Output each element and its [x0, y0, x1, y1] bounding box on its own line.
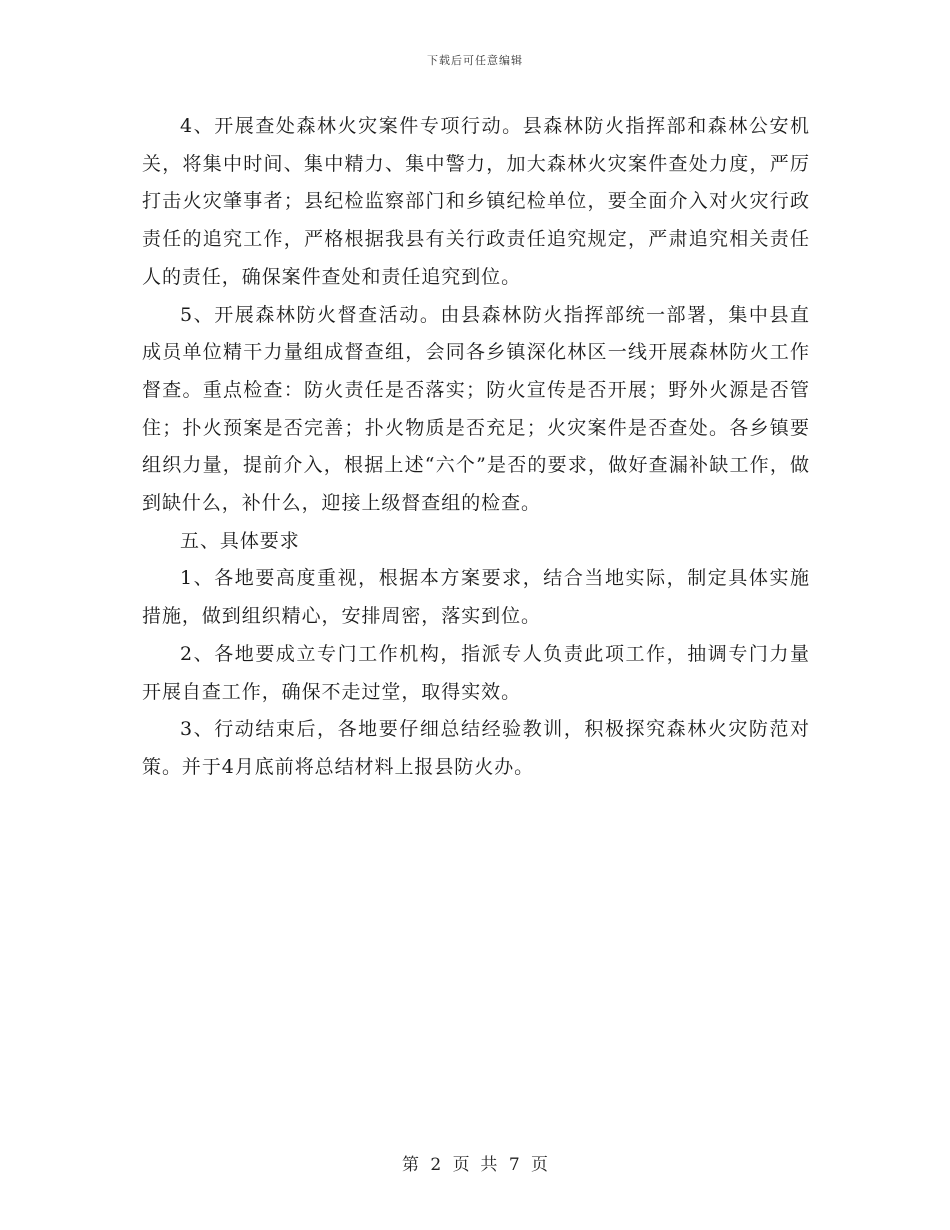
page-header [0, 53, 950, 69]
footer-suffix: 页 [531, 1155, 549, 1175]
current-page-number: 2 [430, 1155, 442, 1175]
footer-middle: 页 共 [452, 1155, 498, 1175]
total-page-number: 7 [508, 1155, 520, 1175]
paragraph-item-4: 4、开展查处森林火灾案件专项行动。县森林防火指挥部和森林公安机关，将集中时间、集中精力、集中警力，加大森林火灾案件查处力度，严厉打击火灾肇事者；县纪检监察部门和乡镇纪检单位，要全面介入对火灾行政责任的追究工作，严格根据我县有关行政责任追究规定，严肃追究相关责任人的责任，确保案件查处和责任追究到位。 [142, 115, 810, 288]
page-footer [0, 1153, 950, 1177]
document-body [142, 108, 810, 787]
header-text: 下载后可任意编辑 [427, 54, 523, 67]
requirement-item-1: 1、各地要高度重视，根据本方案要求，结合当地实际，制定具体实施措施，做到组织精心，安排周密，落实到位。 [142, 567, 810, 628]
requirement-item-3: 3、行动结束后，各地要仔细总结经验教训，积极探究森林火灾防范对策。并于4月底前将总结材料上报县防火办。 [142, 718, 810, 778]
section-heading-requirements: 五、具体要求 [180, 529, 300, 552]
paragraph-item-5: 5、开展森林防火督查活动。由县森林防火指挥部统一部署，集中县直成员单位精干力量组成督查组，会同各乡镇深化林区一线开展森林防火工作督查。重点检查：防火责任是否落实；防火宣传是否开展；野外火源是否管住；扑火预案是否完善；扑火物质是否充足；火灾案件是否查处。各乡镇要组织力量，提前介入，根据上述“六个”是否的要求，做好查漏补缺工作，做到缺什么，补什么，迎接上级督查组的检查。 [142, 303, 810, 515]
requirement-item-2: 2、各地要成立专门工作机构，指派专人负责此项工作，抽调专门力量开展自查工作，确保不走过堂，取得实效。 [142, 642, 810, 703]
footer-prefix: 第 [401, 1155, 419, 1175]
